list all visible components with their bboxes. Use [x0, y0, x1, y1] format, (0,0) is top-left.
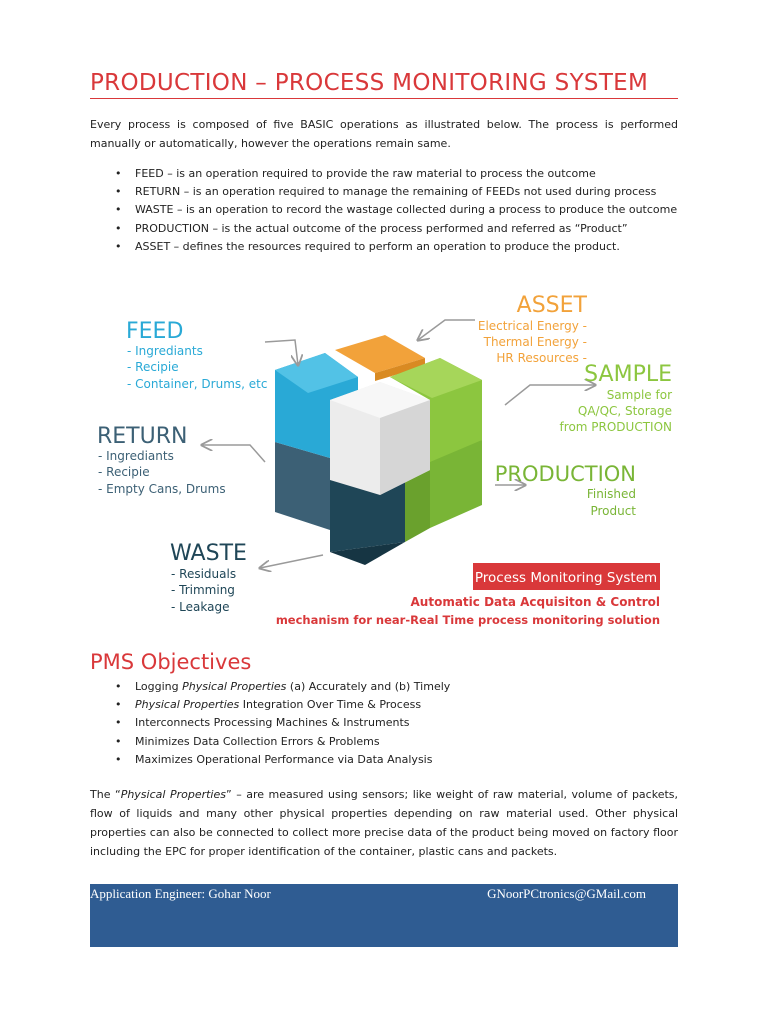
asset-item: HR Resources - [496, 351, 587, 365]
asset-item: Electrical Energy - [477, 319, 587, 333]
list-item: • PRODUCTION – is the actual outcome of the process performed and referred as “Product” [90, 220, 677, 238]
waste-item: - Trimming [171, 583, 235, 597]
asset-item: Thermal Energy - [483, 335, 587, 349]
return-item: - Empty Cans, Drums [98, 482, 226, 496]
footer-bar [90, 884, 678, 947]
intro-paragraph: Every process is composed of five BASIC operations as illustrated below. The process is performed manually or automatically, however the operations remain same. [90, 118, 678, 150]
sample-arrow [505, 385, 595, 405]
waste-title: WASTE [170, 541, 247, 566]
list-item: • Physical Properties Integration Over Time & Process [90, 696, 450, 714]
page-title: PRODUCTION – PROCESS MONITORING SYSTEM [90, 70, 649, 96]
process-diagram [90, 280, 680, 640]
list-item: • ASSET – defines the resources required to perform an operation to produce the product. [90, 238, 677, 256]
pms-caption-line: mechanism for near-Real Time process monitoring solution [275, 613, 660, 627]
title-underline [90, 98, 678, 99]
feed-item: - Recipie [127, 360, 179, 374]
footer-author: Application Engineer: Gohar Noor [90, 886, 271, 901]
return-item: - Ingrediants [98, 449, 174, 463]
feed-item: - Container, Drums, etc [127, 377, 268, 391]
asset-title: ASSET [516, 293, 587, 318]
waste-item: - Leakage [171, 600, 230, 614]
operations-list [90, 165, 677, 256]
sample-title: SAMPLE [584, 362, 672, 387]
sample-item: Sample for [606, 388, 672, 402]
pms-caption-line: Automatic Data Acquisiton & Control [410, 595, 660, 609]
return-title: RETURN [97, 424, 188, 449]
feed-arrow [265, 340, 298, 365]
list-item: • Logging Physical Properties (a) Accurately and (b) Timely [90, 678, 450, 696]
list-item: • FEED – is an operation required to provide the raw material to process the outcome [90, 165, 677, 183]
production-item: Finished [586, 487, 636, 501]
pms-banner-text: Process Monitoring System [474, 570, 658, 586]
physical-properties-paragraph: The “Physical Properties” – are measured using sensors; like weight of raw material, volume of packets, flow of liquids and many other physical properties depending on raw material used. Other physical properties can also be connected to collect more precise data of the product being moved on factory floor including the EPC for proper identification of the container, plastic cans and packets. [90, 788, 678, 858]
production-item: Product [590, 504, 636, 518]
feed-title: FEED [126, 319, 184, 344]
return-arrow [202, 445, 265, 462]
sample-item: QA/QC, Storage [577, 404, 672, 418]
list-item: • Maximizes Operational Performance via Data Analysis [90, 751, 450, 769]
sample-item: from PRODUCTION [559, 420, 672, 434]
list-item: • Minimizes Data Collection Errors & Problems [90, 733, 450, 751]
asset-arrow [418, 320, 475, 340]
list-item: • WASTE – is an operation to record the wastage collected during a process to produce the outcome [90, 201, 677, 219]
waste-item: - Residuals [171, 567, 237, 581]
list-item: • RETURN – is an operation required to manage the remaining of FEEDs not used during process [90, 183, 677, 201]
objectives-heading: PMS Objectives [90, 650, 252, 674]
footer-email: GNoorPCtronics@GMail.com [487, 886, 646, 901]
return-item: - Recipie [98, 465, 150, 479]
waste-arrow [260, 555, 323, 568]
list-item: • Interconnects Processing Machines & Instruments [90, 714, 450, 732]
objectives-list [90, 678, 450, 769]
production-title: PRODUCTION [494, 462, 636, 486]
feed-item: - Ingrediants [127, 344, 203, 358]
